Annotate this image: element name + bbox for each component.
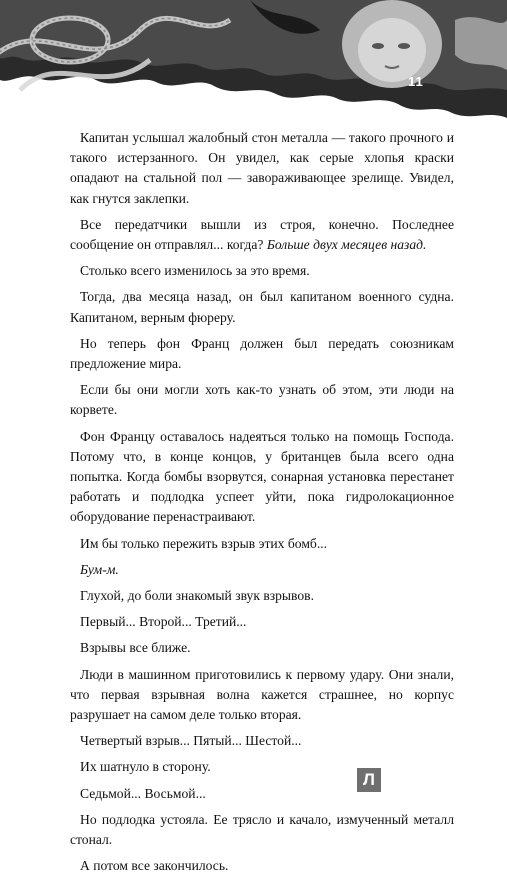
paragraph [70, 427, 454, 528]
paragraph-text: Люди в машинном приготовились к первому удару. Они знали, что первая взрывная волна кажется страшнее, но корпус разрушает на самом деле только вторая. [70, 666, 454, 723]
paragraph-text: Им бы только пережить взрыв этих бомб... [80, 535, 328, 551]
publisher-logo-icon: Л [357, 768, 381, 792]
paragraph [70, 128, 454, 209]
paragraph [70, 586, 454, 606]
paragraph-text: Четвертый взрыв... Пятый... Шестой... [80, 733, 302, 749]
paragraph [70, 215, 454, 255]
paragraph-text: Капитан услышал жалобный стон металла — такого прочного и такого истерзанного. Он увидел, как серые хлопья краски опадают на стальной пол — завораживающее зрелище. Увидел, как гнутся заклепки. [70, 130, 454, 206]
paragraph [70, 380, 454, 420]
paragraph [70, 856, 454, 876]
paragraph-text: Их шатнуло в сторону. [80, 759, 211, 775]
paragraph [70, 334, 454, 374]
paragraph [70, 638, 454, 658]
header-illustration [0, 0, 507, 130]
paragraph-text: Взрывы все ближе. [80, 640, 191, 656]
paragraph [70, 757, 454, 777]
paragraph-italic-text: Бум-м. [80, 561, 119, 577]
paragraph-text: Все передатчики вышли из строя, конечно. Последнее сообщение он отправлял... когда? [70, 216, 454, 253]
paragraph [70, 261, 454, 281]
paragraph-text: А потом все закончилось. [80, 858, 229, 874]
paragraph-text: Фон Францу оставалось надеяться только на помощь Господа. Потому что, в конце концов, у британцев была всего одна попытка. Когда бомбы взорвутся, сонарная установка перестанет работать и подлодка успеет уйти, пока гидролокационное оборудование перенастраивают. [70, 428, 454, 525]
paragraph [70, 731, 454, 751]
paragraph-text: Седьмой... Восьмой... [80, 785, 206, 801]
paragraph [70, 665, 454, 726]
page-number: 11 [408, 74, 424, 89]
paragraph-text: Глухой, до боли знакомый звук взрывов. [80, 588, 314, 604]
paragraph-text: Если бы они могли хоть как-то узнать об этом, эти люди на корвете. [70, 382, 454, 418]
paragraph [70, 612, 454, 632]
paragraph-text: Первый... Второй... Третий... [80, 614, 247, 630]
paragraph [70, 534, 454, 554]
paragraph-text: Но теперь фон Франц должен был передать союзникам предложение мира. [70, 335, 454, 372]
paragraph [70, 784, 454, 804]
paragraph [70, 287, 454, 327]
paragraph [70, 560, 454, 580]
paragraph-text: Но подлодка устояла. Ее трясло и качало, измученный металл стонал. [70, 811, 454, 848]
paragraph [70, 810, 454, 850]
paragraph-text: Столько всего изменилось за это время. [80, 263, 310, 279]
body-text [70, 128, 454, 877]
paragraph-italic-text: Больше двух месяцев назад. [266, 237, 427, 253]
paragraph-text: Тогда, два месяца назад, он был капитаном военного судна. Капитаном, верным фюреру. [70, 289, 454, 325]
